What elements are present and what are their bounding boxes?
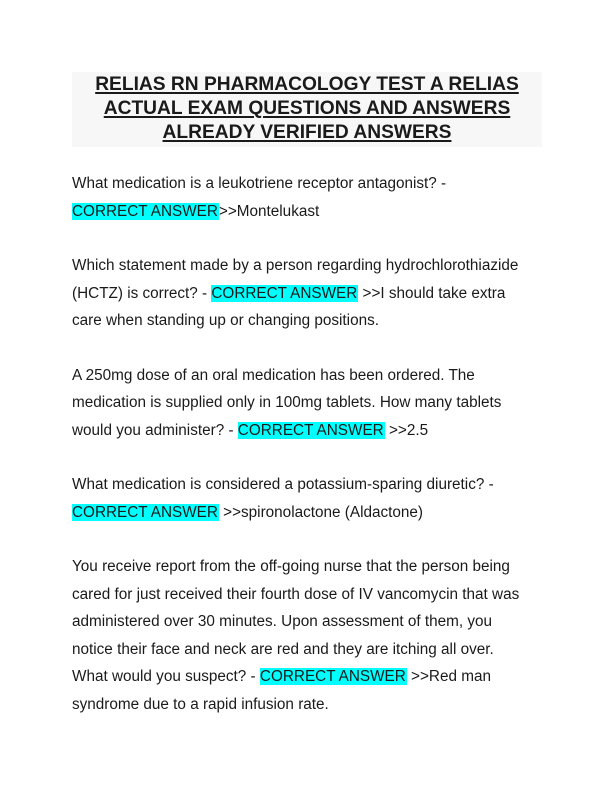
answer-text-continued: care when standing up or changing positions. — [72, 312, 379, 329]
title-line-2: ACTUAL EXAM QUESTIONS AND ANSWERS — [103, 98, 511, 119]
answer-line — [72, 499, 547, 527]
question-text-end: What would you suspect? - — [72, 668, 260, 685]
question-text: Which statement made by a person regarding hydrochlorothiazide — [72, 257, 519, 274]
correct-answer-highlight: CORRECT ANSWER — [237, 421, 384, 439]
answer-line — [72, 198, 547, 226]
question-text: cared for just received their fourth dose of IV vancomycin that was — [72, 585, 520, 603]
qa-item — [72, 362, 547, 445]
answer-line — [72, 417, 547, 445]
answer-line — [72, 280, 547, 308]
qa-item — [72, 471, 547, 526]
qa-item — [72, 170, 547, 225]
answer-text: >>Montelukast — [218, 202, 320, 220]
answer-text-continued: syndrome due to a rapid infusion rate. — [72, 695, 329, 713]
qa-item — [72, 553, 547, 718]
question-text: What medication is a leukotriene receptor antagonist? - — [72, 175, 447, 192]
correct-answer-highlight: CORRECT ANSWER — [72, 503, 218, 521]
answer-text: >>spironolactone (Aldactone) — [218, 503, 423, 521]
answer-text: >>Red man — [406, 668, 491, 685]
qa-item — [72, 252, 547, 335]
correct-answer-highlight: CORRECT ANSWER — [211, 284, 358, 302]
answer-text: >>I should take extra — [358, 284, 506, 302]
answer-line — [72, 663, 547, 691]
question-text-end: (HCTZ) is correct? - — [72, 284, 212, 302]
document-title — [72, 72, 542, 147]
correct-answer-highlight: CORRECT ANSWER — [72, 202, 218, 220]
question-text: administered over 30 minutes. Upon assessment of them, you — [72, 613, 493, 630]
qa-list — [72, 170, 547, 745]
answer-text: >>2.5 — [384, 421, 429, 439]
title-line-3: ALREADY VERIFIED ANSWERS — [162, 122, 452, 143]
question-text: A 250mg dose of an oral medication has been ordered. The — [72, 366, 475, 384]
question-text: You receive report from the off-going nurse that the person being — [72, 558, 510, 575]
question-text: notice their face and neck are red and they are itching all over. — [72, 640, 494, 658]
title-line-1: RELIAS RN PHARMACOLOGY TEST A RELIAS — [95, 74, 519, 95]
correct-answer-highlight: CORRECT ANSWER — [259, 668, 406, 685]
question-text: What medication is considered a potassium-sparing diuretic? - — [72, 476, 494, 493]
question-text-end: would you administer? - — [72, 421, 238, 439]
question-text: medication is supplied only in 100mg tablets. How many tablets — [72, 394, 502, 411]
